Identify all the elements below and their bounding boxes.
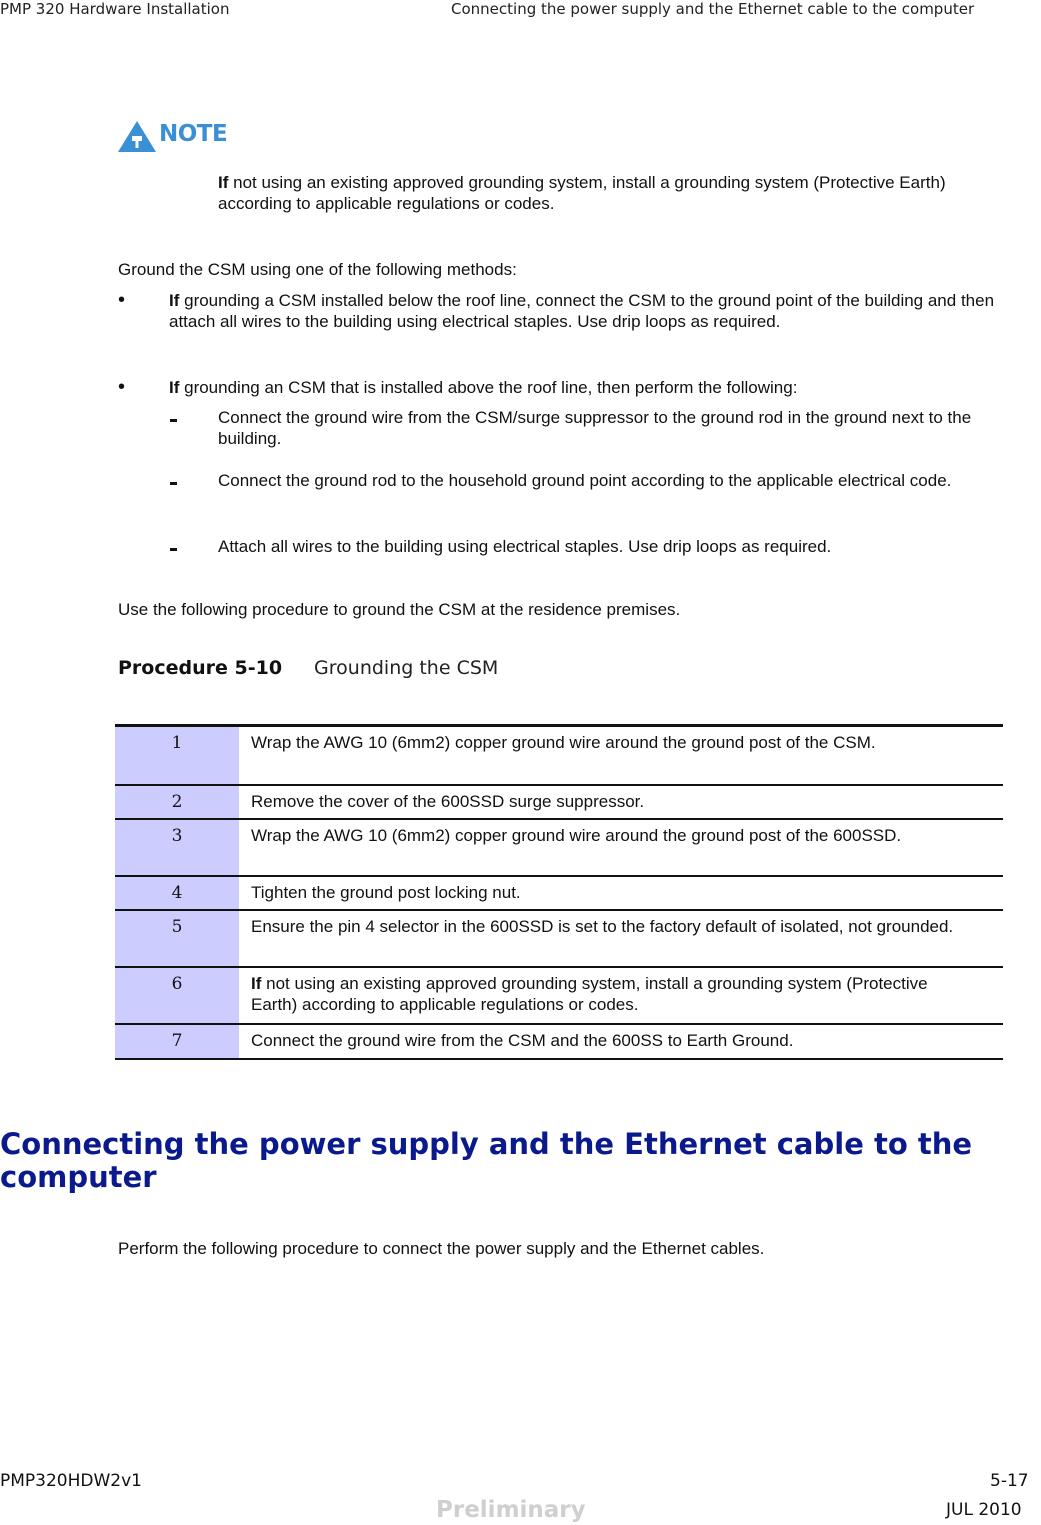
note-text-bold: If [218, 173, 229, 192]
step-row [115, 726, 1003, 785]
step-text: Wrap the AWG 10 (6mm2) copper ground wire around the ground post of the CSM. [251, 733, 876, 752]
step-row [115, 1024, 1003, 1059]
bullet-item-text: grounding an CSM that is installed above the roof line, then perform the following: [179, 378, 798, 397]
step-row [115, 785, 1003, 819]
intro-text: Ground the CSM using one of the following methods: [118, 260, 517, 279]
section-heading: Connecting the power supply and the Ethernet cable to the computer [0, 1127, 973, 1194]
procedure-title [118, 657, 498, 679]
step-row [115, 819, 1003, 876]
step-row [115, 876, 1003, 910]
procedure-intro: Use the following procedure to ground the CSM at the residence premises. [118, 600, 681, 619]
step-number: 4 [115, 876, 239, 910]
procedure-steps-table [115, 724, 1003, 1060]
procedure-label: Procedure 5-10 [118, 657, 283, 679]
step-number: 1 [115, 726, 239, 785]
step-number: 2 [115, 785, 239, 819]
step-row [115, 910, 1003, 967]
bullet-marker: • [118, 289, 126, 311]
dash-marker [170, 482, 177, 485]
sub-bullet-item: Attach all wires to the building using electrical staples. Use drip loops as required. [218, 537, 832, 556]
running-header-right: Connecting the power supply and the Ethernet cable to the computer [451, 0, 975, 18]
bullet-marker: • [118, 376, 126, 398]
footer-date: JUL 2010 [946, 1500, 1022, 1520]
step-text: Ensure the pin 4 selector in the 600SSD is set to the factory default of isolated, not grounded. [251, 916, 954, 936]
note-warning-triangle-icon [117, 120, 157, 153]
bullet-item-text: grounding a CSM installed below the roof line, connect the CSM to the ground point of the building and then attach all wires to the building using electrical staples. Use drip loops as required. [169, 291, 995, 331]
note-text [218, 172, 988, 214]
procedure-name: Grounding the CSM [314, 657, 499, 679]
step-number: 3 [115, 819, 239, 876]
step-number: 6 [115, 967, 239, 1024]
bullet-item-bold: If [169, 378, 180, 397]
note-text-rest: not using an existing approved grounding system, install a grounding system (Protective Earth) according to applicable regulations or codes. [218, 173, 946, 213]
step-text: Remove the cover of the 600SSD surge suppressor. [251, 791, 645, 811]
sub-bullet-item: Connect the ground wire from the CSM/surge suppressor to the ground rod in the ground next to the building. [218, 408, 972, 448]
dash-marker [170, 419, 177, 422]
section-intro: Perform the following procedure to connect the power supply and the Ethernet cables. [118, 1239, 765, 1258]
step-text: Wrap the AWG 10 (6mm2) copper ground wire around the ground post of the 600SSD. [251, 825, 902, 845]
running-header-left: PMP 320 Hardware Installation [0, 0, 230, 18]
step-text: Tighten the ground post locking nut. [251, 882, 521, 902]
note-label: NOTE [159, 121, 228, 147]
footer-watermark: Preliminary [436, 1497, 586, 1523]
step-text: If not using an existing approved grounding system, install a grounding system (Protective Earth) according to applicable regulations or codes. [251, 973, 928, 1014]
step-text: Connect the ground wire from the CSM and the 600SS to Earth Ground. [251, 1030, 794, 1050]
step-row [115, 967, 1003, 1024]
dash-marker [170, 548, 177, 551]
footer-doc-id: PMP320HDW2v1 [0, 1471, 142, 1491]
step-number: 5 [115, 910, 239, 967]
bullet-item [169, 290, 1019, 332]
bullet-item-bold: If [169, 291, 180, 310]
footer-page-number: 5-17 [990, 1471, 1029, 1491]
bullet-item [169, 377, 1019, 398]
sub-bullet-item: Connect the ground rod to the household ground point according to the applicable electrical code. [218, 471, 952, 490]
step-number: 7 [115, 1024, 239, 1059]
